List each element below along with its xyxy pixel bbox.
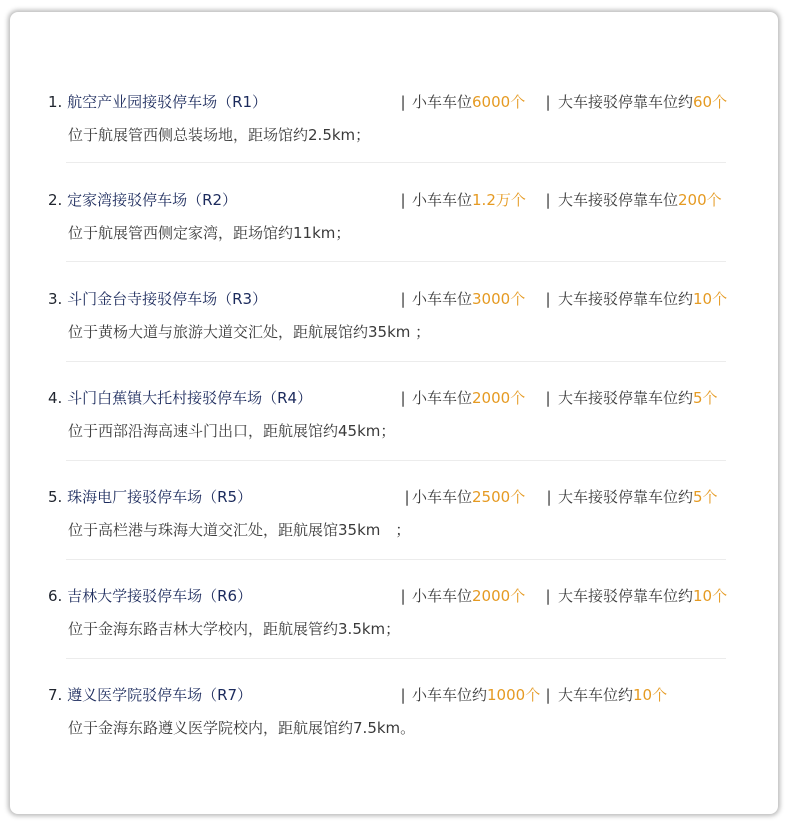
parking-lot-header: [48, 486, 252, 508]
parking-lot-location: 位于航展管西侧总装场地，距场馆约2.5km；: [68, 126, 371, 144]
small-car-count: 1000个: [487, 686, 541, 704]
large-vehicle-label: 大车接驳停靠车位约: [558, 290, 694, 308]
small-car-count: 2500个: [472, 488, 526, 506]
small-car-count: 1.2万个: [472, 191, 526, 209]
large-vehicle-label: 大车接驳停靠车位约: [558, 488, 694, 506]
large-vehicle-count: 200个: [678, 191, 722, 209]
separator: |: [400, 93, 406, 111]
parking-lot-header: [48, 189, 237, 211]
small-car-label: 小车车位: [412, 290, 473, 308]
small-car-count: 3000个: [472, 290, 526, 308]
parking-lot-item: [10, 288, 778, 386]
large-vehicle-count: 60个: [693, 93, 728, 111]
item-number: 1.: [48, 93, 63, 111]
divider: [66, 162, 726, 163]
small-car-spaces: [412, 288, 525, 310]
large-vehicle-count: 10个: [693, 290, 728, 308]
small-car-spaces: [412, 486, 525, 508]
parking-lot-header: [48, 585, 252, 607]
divider: [66, 261, 726, 262]
parking-lot-item: [10, 486, 778, 584]
parking-lot-item: [10, 387, 778, 485]
small-car-spaces: [412, 684, 540, 706]
parking-lot-location: 位于黄杨大道与旅游大道交汇处，距航展馆约35km ；: [68, 323, 431, 341]
large-vehicle-spaces: [558, 486, 718, 508]
large-vehicle-label: 大车接驳停靠车位: [558, 191, 679, 209]
small-car-spaces: [412, 387, 525, 409]
separator: |: [400, 191, 406, 209]
small-car-label: 小车车位: [412, 488, 473, 506]
parking-lot-header: [48, 288, 267, 310]
large-vehicle-count: 10个: [693, 587, 728, 605]
parking-lot-item: [10, 585, 778, 683]
parking-lot-location: 位于航展管西侧定家湾，距场馆约11km；: [68, 224, 351, 242]
large-vehicle-spaces: [558, 387, 718, 409]
small-car-count: 6000个: [472, 93, 526, 111]
separator: |: [545, 686, 551, 704]
separator: |: [400, 587, 406, 605]
small-car-label: 小车车位约: [412, 686, 488, 704]
parking-lot-title: 珠海电厂接驳停车场（R5）: [67, 488, 253, 506]
parking-lot-title: 遵义医学院驳停车场（R7）: [67, 686, 253, 704]
divider: [66, 559, 726, 560]
small-car-label: 小车车位: [412, 93, 473, 111]
item-number: 4.: [48, 389, 63, 407]
large-vehicle-spaces: [558, 189, 722, 211]
small-car-count: 2000个: [472, 587, 526, 605]
large-vehicle-label: 大车接驳停靠车位约: [558, 587, 694, 605]
parking-lot-location: 位于金海东路吉林大学校内，距航展管约3.5km；: [68, 620, 401, 638]
parking-lot-location: 位于西部沿海高速斗门出口，距航展馆约45km；: [68, 422, 396, 440]
item-number: 7.: [48, 686, 63, 704]
parking-lot-item: [10, 91, 778, 189]
item-number: 2.: [48, 191, 63, 209]
small-car-label: 小车车位: [412, 191, 473, 209]
large-vehicle-count: 10个: [633, 686, 668, 704]
large-vehicle-spaces: [558, 684, 667, 706]
separator: |: [400, 389, 406, 407]
large-vehicle-spaces: [558, 288, 727, 310]
parking-lot-header: [48, 387, 312, 409]
large-vehicle-spaces: [558, 585, 727, 607]
parking-lot-header: [48, 684, 252, 706]
parking-lot-title: 斗门金台寺接驳停车场（R3）: [67, 290, 268, 308]
parking-lot-item: [10, 189, 778, 287]
parking-lot-header: [48, 91, 267, 113]
separator: |: [404, 488, 410, 506]
separator: |: [400, 686, 406, 704]
small-car-count: 2000个: [472, 389, 526, 407]
small-car-spaces: [412, 189, 526, 211]
large-vehicle-label: 大车车位约: [558, 686, 634, 704]
parking-lot-title: 定家湾接驳停车场（R2）: [67, 191, 238, 209]
large-vehicle-count: 5个: [693, 389, 718, 407]
large-vehicle-spaces: [558, 91, 727, 113]
divider: [66, 361, 726, 362]
separator: |: [400, 290, 406, 308]
divider: [66, 460, 726, 461]
small-car-label: 小车车位: [412, 587, 473, 605]
divider: [66, 658, 726, 659]
large-vehicle-label: 大车接驳停靠车位约: [558, 389, 694, 407]
parking-lot-location: 位于金海东路遵义医学院校内，距航展馆约7.5km。: [68, 719, 416, 737]
parking-lot-item: [10, 684, 778, 782]
separator: |: [545, 290, 551, 308]
parking-lot-location: 位于高栏港与珠海大道交汇处，距航展馆35km ；: [68, 521, 411, 539]
parking-info-card: [10, 12, 778, 814]
large-vehicle-label: 大车接驳停靠车位约: [558, 93, 694, 111]
separator: |: [545, 587, 551, 605]
small-car-spaces: [412, 585, 525, 607]
separator: |: [546, 488, 552, 506]
separator: |: [545, 389, 551, 407]
large-vehicle-count: 5个: [693, 488, 718, 506]
separator: |: [545, 93, 551, 111]
item-number: 6.: [48, 587, 63, 605]
parking-lot-title: 斗门白蕉镇大托村接驳停车场（R4）: [67, 389, 313, 407]
item-number: 3.: [48, 290, 63, 308]
small-car-label: 小车车位: [412, 389, 473, 407]
separator: |: [545, 191, 551, 209]
parking-lot-title: 航空产业园接驳停车场（R1）: [67, 93, 268, 111]
parking-lot-title: 吉林大学接驳停车场（R6）: [67, 587, 253, 605]
item-number: 5.: [48, 488, 63, 506]
small-car-spaces: [412, 91, 525, 113]
